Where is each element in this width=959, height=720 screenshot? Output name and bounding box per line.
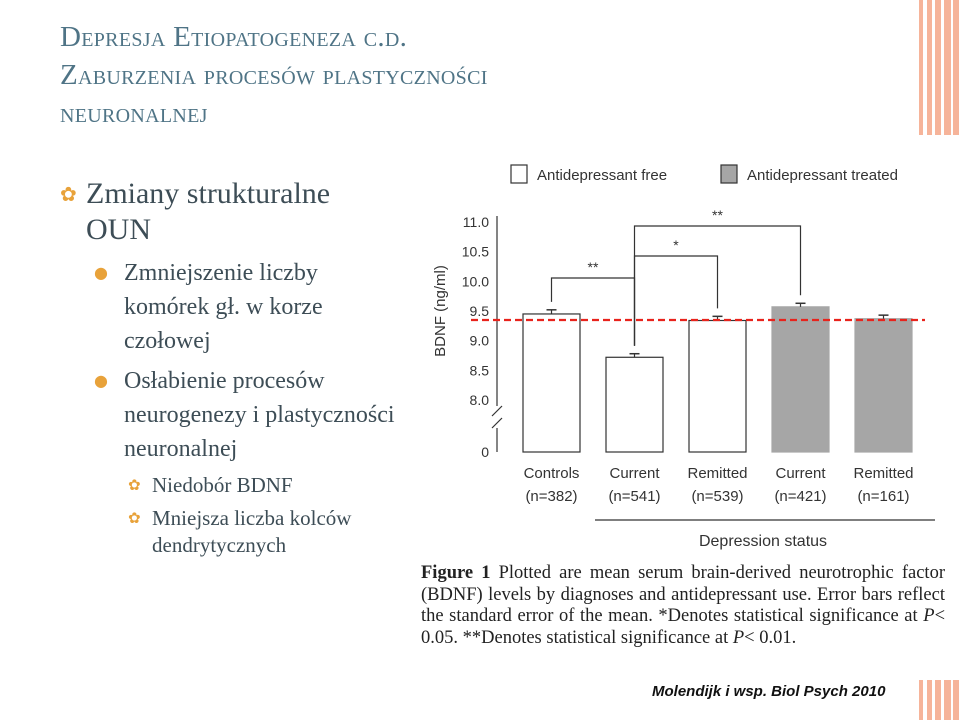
significance-label: **: [587, 259, 599, 275]
bar: [689, 320, 746, 452]
title-line-1: Depresja Etiopatogeneza c.d.: [60, 21, 408, 53]
decorative-stripes-top: [919, 0, 959, 135]
caption-p1: P: [923, 606, 935, 627]
bullet-list: [60, 176, 400, 559]
x-tick-n-label: (n=161): [857, 488, 910, 505]
bar: [772, 307, 829, 452]
bullet-text: Zmniejszenie liczby komórek gł. w korze czołowej: [124, 260, 323, 354]
legend-label: Antidepressant treated: [747, 167, 898, 184]
dot-bullet-icon: ●: [94, 263, 108, 282]
gear-bullet-icon: ✿: [60, 182, 77, 206]
title-line-2: Zaburzenia procesów plastyczności: [60, 59, 488, 91]
y-tick-label: 9.0: [469, 332, 489, 349]
y-tick-label: 8.0: [469, 392, 489, 408]
axis-break-mark: [492, 418, 502, 428]
citation: Molendijk i wsp. Biol Psych 2010: [652, 683, 886, 700]
bullet-level2: [60, 364, 400, 466]
caption-label: Figure 1: [421, 563, 491, 583]
y-tick-label: 10.5: [461, 243, 489, 260]
x-tick-n-label: (n=421): [774, 488, 827, 505]
caption-text-b: < 0.05. **Denotes statistical significance at: [421, 606, 946, 648]
decorative-stripes-bottom: [919, 680, 959, 720]
x-tick-label: Current: [775, 465, 826, 482]
bdnf-bar-chart: [405, 150, 945, 560]
y-tick-label: 8.5: [469, 362, 489, 379]
y-tick-label: 10.0: [461, 273, 489, 290]
title-line-3: neuronalnej: [60, 97, 208, 129]
gear-bullet-icon: ✿: [128, 476, 141, 494]
bullet-text: Niedobór BDNF: [152, 473, 293, 497]
y-tick-label: 0: [481, 444, 489, 460]
gear-bullet-icon: ✿: [128, 509, 141, 527]
bullet-text: Mniejsza liczba kolców dendrytycznych: [152, 506, 352, 557]
caption-text-a: Plotted are mean serum brain-derived neurotrophic factor (BDNF) levels by diagnoses and antidepressant use. Error bars reflect the standard error of the mean. *Denotes statistical significance at: [421, 563, 945, 627]
x-tick-label: Remitted: [853, 465, 914, 482]
axis-break-mark: [492, 406, 502, 416]
slide-title: [60, 18, 488, 132]
x-tick-n-label: (n=541): [608, 488, 661, 505]
y-tick-label: 9.5: [469, 303, 489, 319]
legend-label: Antidepressant free: [537, 167, 668, 184]
figure-caption: [421, 563, 945, 649]
bullet-text: Osłabienie procesów neurogenezy i plastyczności neuronalnej: [124, 368, 395, 462]
x-tick-n-label: (n=539): [691, 488, 744, 505]
bullet-text: Zmiany strukturalne OUN: [86, 177, 331, 246]
bullet-level2: [60, 256, 400, 358]
x-tick-n-label: (n=382): [525, 488, 578, 505]
bullet-level3: [60, 472, 400, 499]
bullet-level1: [60, 176, 400, 248]
caption-text-c: < 0.01.: [744, 627, 797, 648]
x-axis-label: Depression status: [698, 533, 828, 550]
caption-p2: P: [732, 627, 745, 648]
legend-swatch: [511, 165, 527, 183]
significance-label: *: [673, 237, 679, 253]
x-tick-label: Remitted: [687, 465, 748, 482]
y-tick-label: 11.0: [462, 214, 489, 230]
bar: [523, 314, 580, 452]
x-tick-label: Current: [609, 465, 660, 482]
significance-label: **: [712, 207, 723, 223]
x-tick-label: Controls: [523, 465, 580, 482]
dot-bullet-icon: ●: [94, 371, 108, 390]
legend-swatch: [721, 165, 737, 183]
bullet-level3: [60, 505, 400, 559]
y-axis-label: BDNF (ng/ml): [432, 265, 449, 357]
bar: [855, 319, 912, 452]
bar: [606, 357, 663, 452]
